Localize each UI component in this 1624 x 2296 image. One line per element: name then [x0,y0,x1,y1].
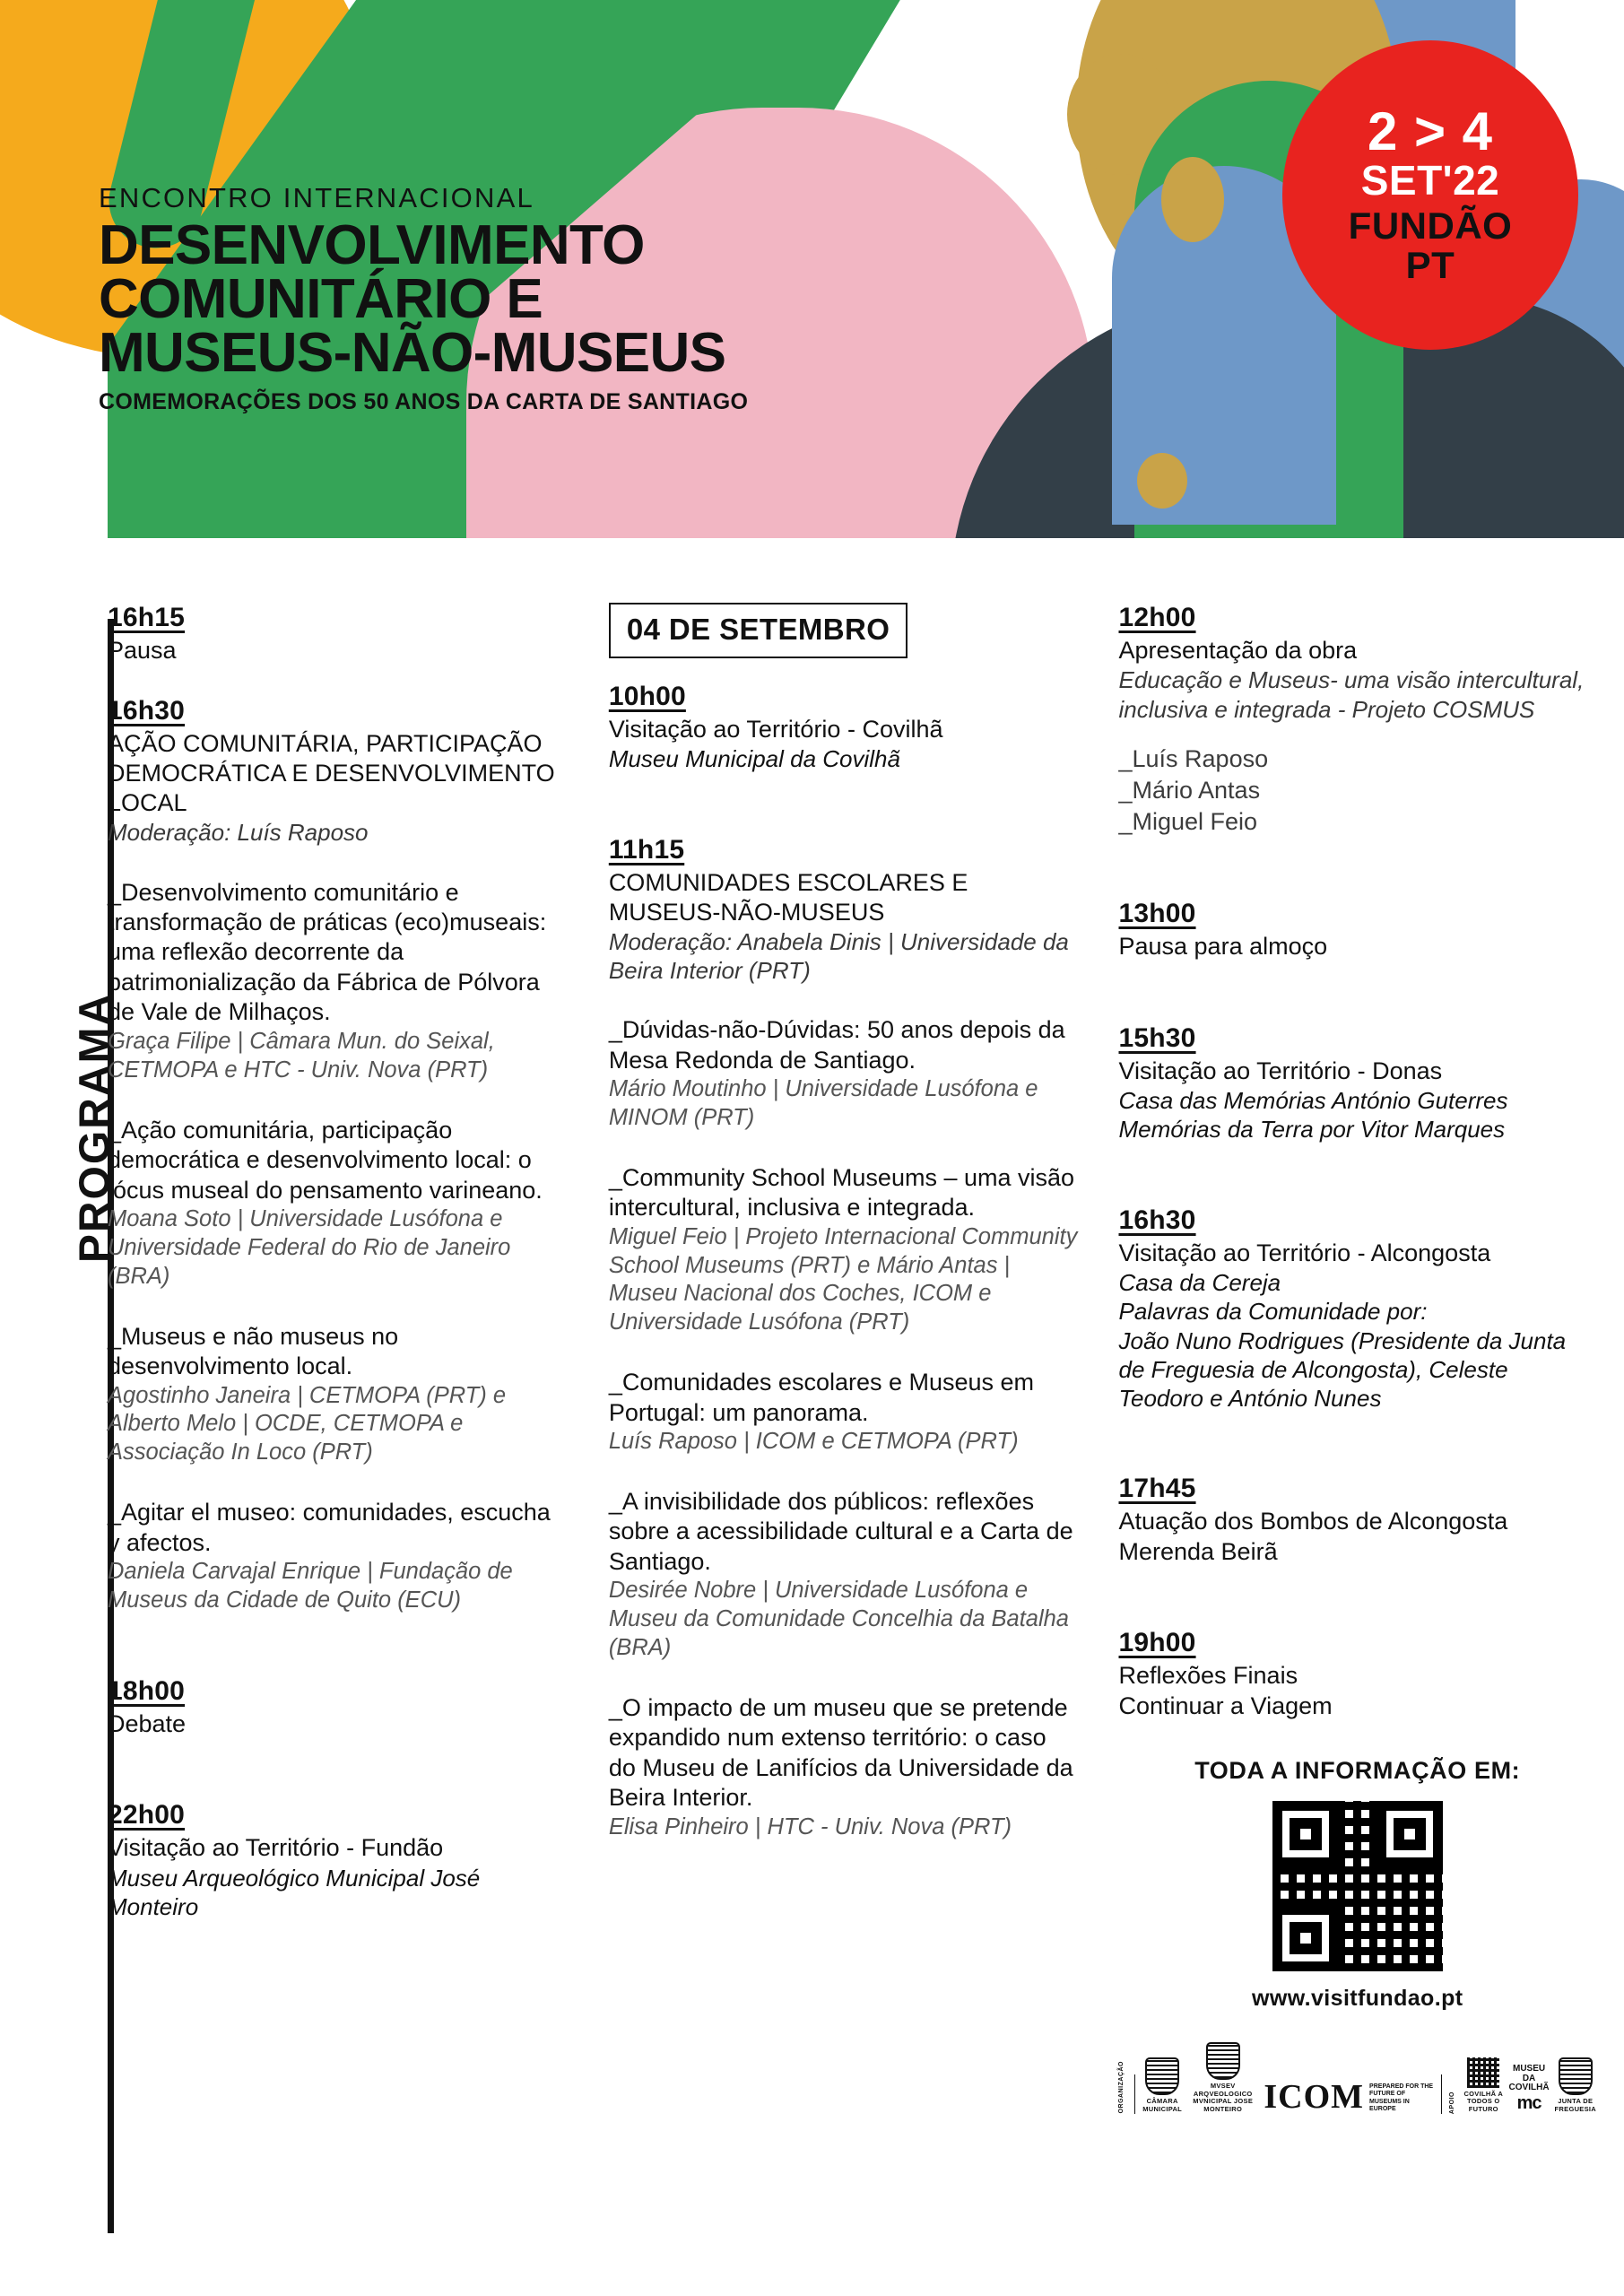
session-title: Pausa para almoço [1118,933,1328,961]
session-venue-extra: Memórias da Terra por Vitor Marques [1118,1116,1506,1144]
organizacao-label: ORGANIZAÇÃO [1118,2061,1125,2114]
covilha-mark-icon [1467,2057,1499,2088]
apoio-label: APOIO [1449,2091,1456,2114]
session-title: Visitação ao Território - Fundão [108,1834,444,1862]
museu-covilha-wordmark: MUSEU DA COVILHÃ [1508,2064,1550,2093]
logo-museu-arqueologico [1187,2042,1258,2114]
session-time: 16h15 [108,603,186,632]
talk-speaker: Elisa Pinheiro | HTC - Univ. Nova (PRT) [608,1813,1012,1839]
museu-arq-crest-icon [1206,2042,1240,2080]
page-title [99,214,748,385]
session-venue: Casa da Cereja [1118,1269,1281,1297]
session-block [1118,899,1596,961]
session-time: 22h00 [108,1800,186,1831]
talk-speaker: Mário Moutinho | Universidade Lusófona e MINOM (PRT) [608,1075,1038,1130]
logo-covilha [1463,2057,1504,2114]
session-block [609,682,1078,774]
date-range: 2 > 4 [1367,101,1494,162]
session-community-label: Palavras da Comunidade por: [1118,1298,1428,1326]
logo-caption: COVILHÃ A TODOS O FUTURO [1463,2089,1504,2114]
programa-label: PROGRAMA [71,992,119,1264]
qr-code-icon[interactable] [1272,1801,1443,1971]
session-time: 15h30 [1118,1022,1196,1053]
date-city: FUNDÃO [1348,204,1513,247]
session-time: 19h00 [1118,1628,1196,1658]
session-title: Visitação ao Território - Alcongosta [1118,1239,1491,1266]
camara-crest-icon [1145,2057,1179,2095]
column-right [1118,603,1596,2114]
session-title: Apresentação da obra [1118,637,1358,664]
talk-title: _Agitar el museo: comunidades, escucha y afectos. [108,1499,551,1556]
session-block [108,1800,568,1921]
session-time: 11h15 [608,834,685,865]
artwork-bottom-mask [0,538,1624,610]
talk-title: _Museus e não museus no desenvolvimento local. [108,1322,399,1380]
session-block [1118,1023,1596,1144]
sponsor-logos [1118,2042,1596,2114]
session-time: 12h00 [1118,603,1196,632]
title-line-3: MUSEUS-NÃO-MUSEUS [99,322,726,385]
event-subtitle: COMEMORAÇÕES DOS 50 ANOS DA CARTA DE SANTIAGO [99,389,749,415]
session-block [609,835,1078,1842]
event-kicker: ENCONTRO INTERNACIONAL [99,182,534,213]
talk-title: _A invisibilidade dos públicos: reflexões sobre a acessibilidade cultural e a Carta de Santiago. [608,1487,1073,1575]
session-community-speakers: João Nuno Rodrigues (Presidente da Junta de Freguesia de Alcongosta), Celeste Teodoro e António Nunes [1118,1326,1567,1413]
session-title-extra: Merenda Beirã [1118,1537,1278,1565]
logo-museu-covilha [1509,2065,1550,2114]
title-line-1: DESENVOLVIMENTO [99,214,645,276]
session-time: 10h00 [608,682,686,711]
programa-rail [52,619,119,2242]
session-title: Visitação ao Território - Covilhã [608,716,943,743]
organizacao-label-group [1118,2061,1127,2113]
session-title-extra: Continuar a Viagem [1118,1692,1333,1719]
talk-title: _O impacto de um museu que se pretende expandido num extenso território: o caso do Museu de Lanifícios da Universidade da Beira Interior. [608,1694,1073,1812]
column-middle [609,603,1078,2114]
decorative-shape-gold-small [1161,157,1224,242]
talk-title: _Desenvolvimento comunitário e transformação de práticas (eco)museais: uma reflexão decorrente da patrimonialização da Fábrica de Pólvora de Vale de Milhaços. [108,878,547,1026]
talk-title: _Dúvidas-não-Dúvidas: 50 anos depois da Mesa Redonda de Santiago. [608,1016,1065,1074]
logo-caption: CÂMARA MUNICIPAL [1142,2097,1183,2114]
date-month: SET'22 [1360,157,1500,204]
talk-speaker: Graça Filipe | Câmara Mun. do Seixal, CETMOPA e HTC - Univ. Nova (PRT) [108,1028,495,1083]
session-time: 16h30 [108,696,186,726]
session-block [108,1676,568,1739]
session-theme: COMUNIDADES ESCOLARES E MUSEUS-NÃO-MUSEUS [608,868,968,926]
decorative-shape-gold-dot [1137,453,1187,509]
logo-divider [1134,2074,1135,2114]
session-title: Visitação ao Território - Donas [1118,1057,1443,1084]
session-block [1118,603,1596,838]
logo-junta-freguesia [1555,2057,1596,2113]
presenter-name: _Luís Raposo [1118,744,1269,772]
presenter-name: _Mário Antas [1118,777,1261,804]
website-url[interactable]: www.visitfundao.pt [1252,1986,1463,2012]
session-time: 18h00 [108,1675,186,1706]
session-title: Reflexões Finais [1118,1662,1298,1690]
logo-icom [1264,2077,1365,2116]
session-block [1118,1205,1596,1413]
session-block [1118,1628,1596,1721]
date-country: PT [1405,243,1455,286]
title-line-2: COMUNITÁRIO E [99,268,543,331]
talk-speaker: Agostinho Janeira | CETMOPA (PRT) e Alberto Melo | OCDE, CETMOPA e Associação In Loco (PRT) [108,1382,507,1465]
mc-monogram: mc [1516,2092,1541,2113]
session-title: Debate [108,1709,187,1737]
talk-speaker: Daniela Carvajal Enrique | Fundação de Museus da Cidade de Quito (ECU) [108,1559,513,1613]
talk-speaker: Luís Raposo | ICOM e CETMOPA (PRT) [608,1429,1019,1455]
session-venue: Museu Arqueológico Municipal José Monteiro [108,1864,481,1921]
session-theme: AÇÃO COMUNITÁRIA, PARTICIPAÇÃO DEMOCRÁTICA E DESENVOLVIMENTO LOCAL [108,730,555,817]
session-block [1118,1474,1596,1567]
session-venue: Museu Municipal da Covilhã [608,745,900,773]
session-block [108,603,568,665]
logo-caption: MVSEV ARQVEOLOGICO MVNICIPAL JOSE MONTEIRO [1193,2082,1254,2114]
icom-wordmark: ICOM [1264,2077,1365,2116]
session-block [108,696,568,1614]
date-badge [1282,40,1578,350]
session-work-title: Educação e Museus- uma visão intercultural, inclusiva e integrada - Projeto COSMUS [1118,666,1585,723]
junta-crest-icon [1559,2057,1593,2095]
day-badge: 04 DE SETEMBRO [609,603,908,658]
logo-camara-municipal [1142,2057,1182,2113]
qr-finder-bottom-left [1272,1905,1339,1971]
talk-title: _Comunidades escolares e Museus em Portugal: um panorama. [608,1369,1035,1426]
talk-speaker: Miguel Feio | Projeto Internacional Community School Museums (PRT) e Mário Antas | Museu Nacional dos Coches, ICOM e Universidade Lusófona (PRT) [608,1223,1078,1335]
session-title: Atuação dos Bombos de Alcongosta [1118,1508,1508,1535]
qr-code-wrapper[interactable] [1118,1801,1596,1971]
logo-caption: JUNTA DE FREGUESIA [1554,2097,1597,2114]
talk-speaker: Desirée Nobre | Universidade Lusófona e Museu da Comunidade Concelhia da Batalha (BRA) [608,1578,1069,1661]
icom-europe-caption: PREPARED FOR THE FUTURE OF MUSEUMS IN EUROPE [1369,2083,1434,2113]
talk-speaker: Moana Soto | Universidade Lusófona e Universidade Federal do Rio de Janeiro (BRA) [108,1206,511,1289]
logo-divider [1441,2074,1442,2114]
programme-columns [108,603,1596,2114]
info-header: TODA A INFORMAÇÃO EM: [1194,1757,1521,1785]
presenter-name: _Miguel Feio [1118,808,1258,836]
session-title: Pausa [108,637,177,664]
session-time: 17h45 [1118,1474,1196,1504]
session-moderation: Moderação: Luís Raposo [108,819,369,847]
session-time: 16h30 [1118,1205,1196,1235]
session-moderation: Moderação: Anabela Dinis | Universidade da Beira Interior (PRT) [608,927,1069,984]
column-left [108,603,568,2114]
talk-title: _Community School Museums – uma visão intercultural, inclusiva e integrada. [608,1163,1075,1222]
session-venue: Casa das Memórias António Guterres [1118,1087,1508,1115]
talk-title: _Ação comunitária, participação democrática e desenvolvimento local: o lócus museal do pensamento varineano. [108,1116,543,1204]
apoio-label-group [1449,2092,1458,2114]
logo-icom-europe [1369,2083,1434,2114]
poster-title-block [99,184,748,415]
session-time: 13h00 [1118,899,1196,929]
